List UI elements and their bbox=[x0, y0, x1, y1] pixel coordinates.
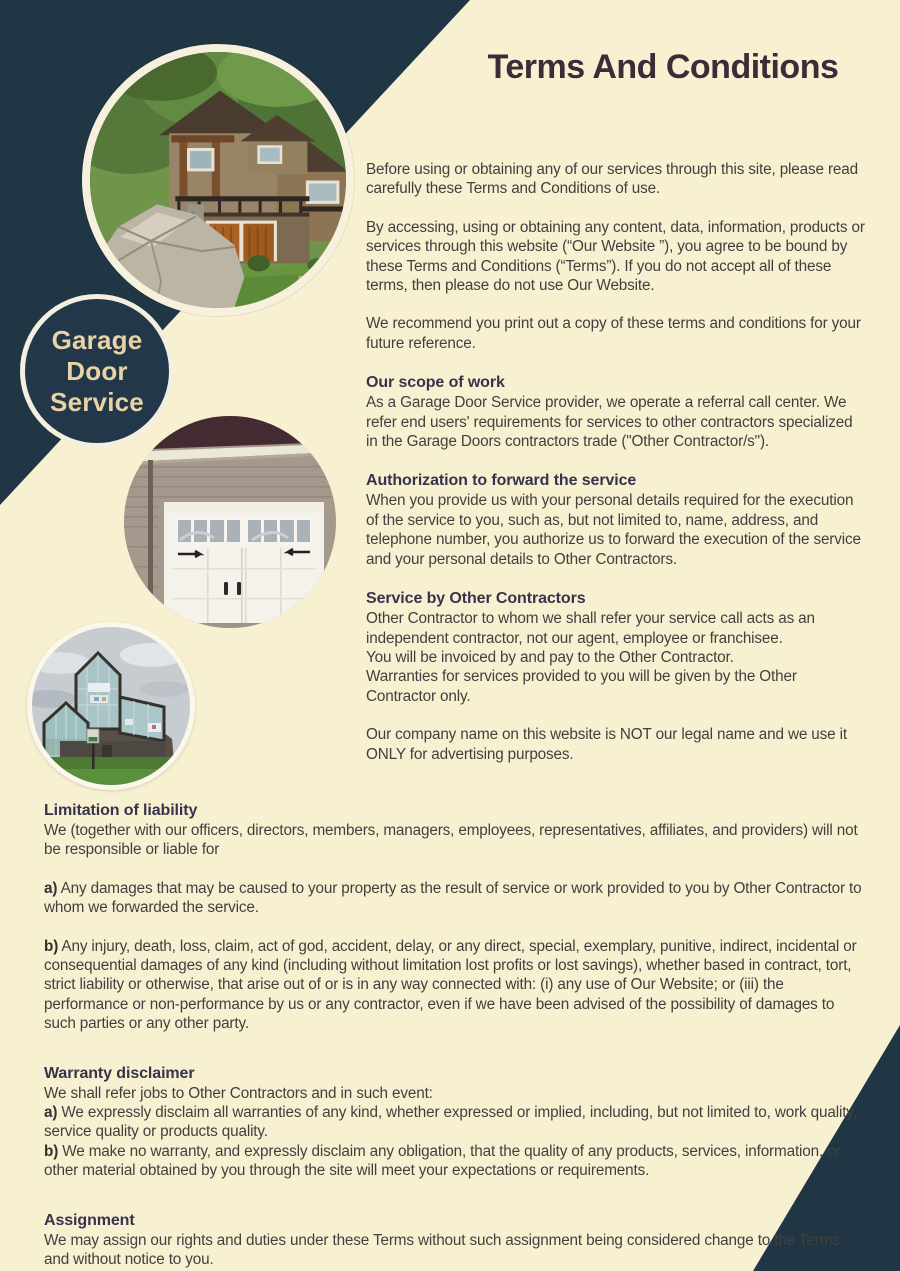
limitation-item-a-label: a) bbox=[44, 879, 58, 897]
brand-line-2: Door bbox=[66, 355, 128, 386]
scope-body: As a Garage Door Service provider, we operate a referral call center. We refer end users' requirements for services to other contractors specialized in the Garage Doors contractors trade ("Other Contractor/s"). bbox=[366, 394, 853, 451]
page-title: Terms And Conditions bbox=[487, 48, 839, 86]
company-name-note: Our company name on this website is NOT our legal name and we use it ONLY for advertising purposes. bbox=[366, 726, 847, 763]
limitation-item-b-text: Any injury, death, loss, claim, act of god, accident, delay, or any direct, special, exemplary, punitive, indirect, incidental or consequential damages of any kind (including without limitation lost profits or lost savings), whether based in contract, tort, strict liability or otherwise, that arise out of or is in any way connected with: (i) any use of Our Website; or (iii) the performance or non-performance by us or any contractor, even if we have been advised of the possibility of damages to such parties or any other party. bbox=[44, 937, 857, 1033]
modern-building-illustration bbox=[32, 627, 190, 785]
intro-paragraph-2: By accessing, using or obtaining any content, data, information, products or services through this website (“Our Website ”), you agree to be bound by these Terms and Conditions (“Terms”). If you do not accept all of these terms, then please do not use Our Website. bbox=[366, 218, 865, 295]
brand-line-1: Garage bbox=[51, 324, 143, 355]
terms-intro-column bbox=[366, 160, 866, 764]
garage-door-illustration bbox=[124, 416, 336, 628]
warranty-heading: Warranty disclaimer bbox=[44, 1064, 195, 1082]
service-by-line-3: Warranties for services provided to you will be given by the Other Contractor only. bbox=[366, 668, 797, 705]
house-photo-illustration bbox=[90, 52, 346, 308]
warranty-item-b-text: We make no warranty, and expressly disclaim any obligation, that the quality of any products, services, information, or other material obtained by you through the site will meet your expectations or requirements. bbox=[44, 1142, 841, 1180]
warranty-item-a-text: We expressly disclaim all warranties of any kind, whether expressed or implied, including, but not limited to, work quality, service quality or products quality. bbox=[44, 1104, 857, 1141]
authorization-body: When you provide us with your personal details required for the execution of the service to you, such as, but not limited to, name, address, and telephone number, you authorize us to forward the execution of the service and your personal details to Other Contractors. bbox=[366, 492, 861, 568]
authorization-heading: Authorization to forward the service bbox=[366, 472, 637, 490]
scope-heading: Our scope of work bbox=[366, 374, 505, 392]
intro-paragraph-3: We recommend you print out a copy of these terms and conditions for your future reference. bbox=[366, 315, 861, 352]
house-photo bbox=[82, 44, 354, 316]
warranty-item-b bbox=[44, 1142, 862, 1181]
intro-paragraph-1: Before using or obtaining any of our services through this site, please read carefully these Terms and Conditions of use. bbox=[366, 161, 858, 198]
limitation-item-a bbox=[44, 879, 862, 918]
service-by-heading: Service by Other Contractors bbox=[366, 590, 586, 608]
brand-badge-text bbox=[50, 325, 144, 418]
brand-line-3: Service bbox=[50, 386, 144, 417]
limitation-item-b-label: b) bbox=[44, 937, 59, 955]
garage-door-photo bbox=[124, 416, 336, 628]
service-by-line-1: Other Contractor to whom we shall refer your service call acts as an independent contractor, not our agent, employee or franchisee. bbox=[366, 610, 815, 647]
limitation-item-a-text: Any damages that may be caused to your property as the result of service or work provided to you by Other Contractor to whom we forwarded the service. bbox=[44, 879, 862, 917]
assignment-body: We may assign our rights and duties under these Terms without such assignment being considered change to the Terms and without notice to you. bbox=[44, 1231, 840, 1269]
brand-badge bbox=[20, 294, 174, 448]
limitation-intro: We (together with our officers, directors, members, managers, employees, representatives, affiliates, and providers) will not be responsible or liable for bbox=[44, 822, 858, 859]
limitation-heading: Limitation of liability bbox=[44, 802, 198, 819]
warranty-item-b-label: b) bbox=[44, 1142, 59, 1160]
warranty-intro: We shall refer jobs to Other Contractors and in such event: bbox=[44, 1084, 433, 1102]
warranty-item-a bbox=[44, 1103, 862, 1142]
modern-building-photo bbox=[27, 622, 195, 790]
terms-bottom-block bbox=[44, 802, 862, 1270]
assignment-heading: Assignment bbox=[44, 1211, 135, 1229]
limitation-item-b bbox=[44, 937, 862, 1034]
warranty-item-a-label: a) bbox=[44, 1104, 58, 1122]
service-by-line-2: You will be invoiced by and pay to the Other Contractor. bbox=[366, 648, 734, 666]
